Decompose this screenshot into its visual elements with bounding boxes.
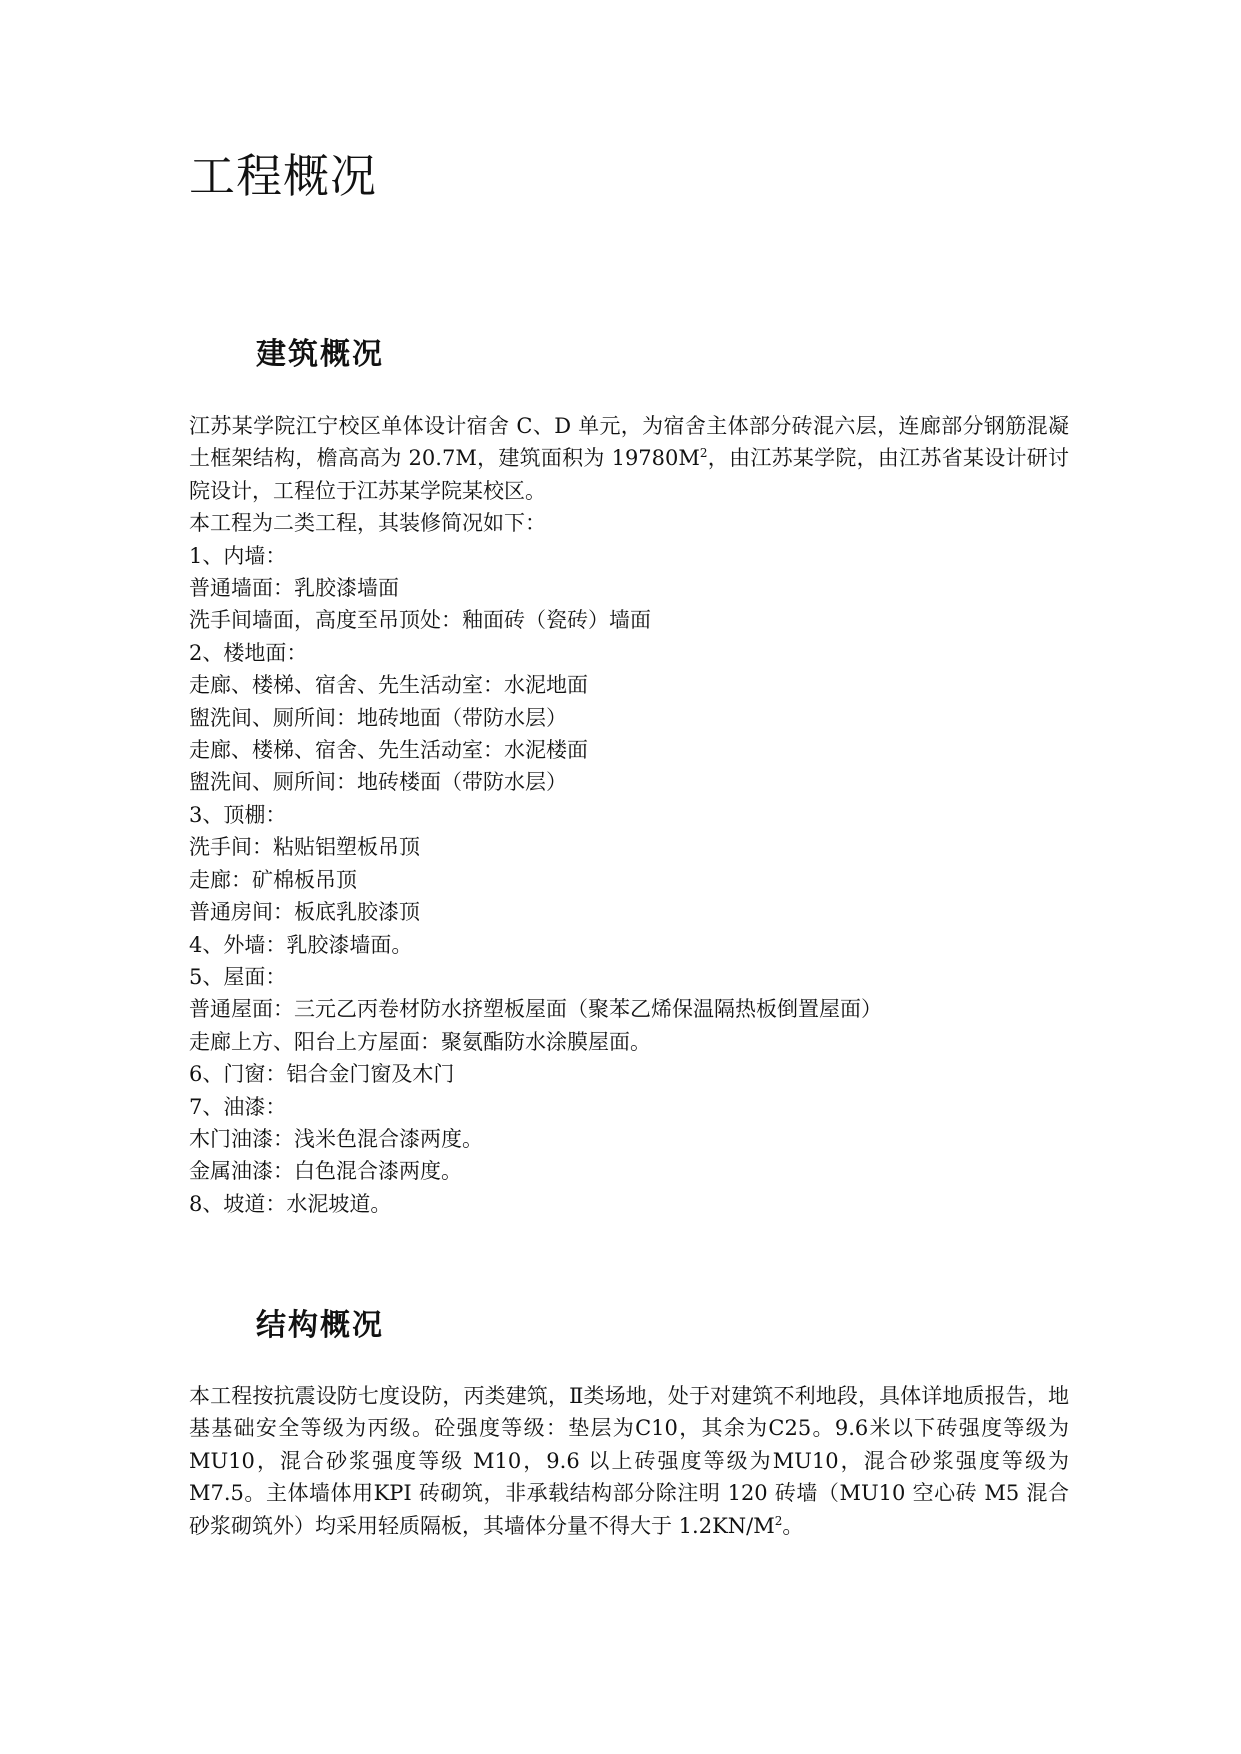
decoration-line: 走廊：矿棉板吊顶: [189, 867, 357, 892]
decoration-line: 普通房间：板底乳胶漆顶: [189, 900, 420, 925]
intro-text-end: ，由江苏某学院，由江苏省某设计研讨院设计，工程位于江苏某学院某校区。: [189, 446, 1070, 503]
decoration-line: 4、外墙：乳胶漆墙面。: [189, 932, 413, 957]
decoration-line: 7、油漆：: [189, 1094, 287, 1119]
decoration-line: 洗手间：粘贴铝塑板吊顶: [189, 835, 420, 860]
decoration-list: [189, 507, 1069, 1220]
decoration-line: 8、坡道：水泥坡道。: [189, 1191, 392, 1216]
area-superscript: 2: [699, 446, 708, 461]
architecture-section: [189, 410, 1069, 1220]
architecture-intro-paragraph: [189, 410, 1069, 507]
decoration-line: 6、门窗：铝合金门窗及木门: [189, 1062, 455, 1087]
page-title: 工程概况: [189, 149, 377, 203]
structure-paragraph: [189, 1380, 1069, 1542]
decoration-line: 盥洗间、厕所间：地砖地面（带防水层）: [189, 705, 567, 730]
structure-text-end: 。: [782, 1513, 804, 1538]
decoration-line: 木门油漆：浅米色混合漆两度。: [189, 1126, 483, 1151]
structure-text: 本工程按抗震设防七度设防，丙类建筑，Ⅱ类场地，处于对建筑不利地段，具体详地质报告，地基基础安全等级为丙级。砼强度等级：垫层为C10，其余为C25。9.6米以下砖强度等级为 MU10，混合砂浆强度等级 M10，9.6 以上砖强度等级为MU10，混合砂浆强度等级为M7.5。主体墙体用KPI 砖砌筑，非承载结构部分除注明 120 砖墙（MU10 空心砖 M5 混合砂浆砌筑外）均采用轻质隔板，其墙体分量不得大于 1.2KN/M: [189, 1384, 1069, 1538]
decoration-line: 1、内墙：: [189, 543, 287, 568]
decoration-line: 走廊、楼梯、宿舍、先生活动室：水泥地面: [189, 673, 588, 698]
intro-text: 江苏某学院江宁校区单体设计宿舍 C、D 单元，为宿舍主体部分砖混六层，连廊部分钢筋混凝土框架结构，檐高高为 20.7M，建筑面积为 19780M: [189, 414, 1069, 471]
decoration-line: 走廊上方、阳台上方屋面：聚氨酯防水涂膜屋面。: [189, 1029, 651, 1054]
structure-section: [189, 1380, 1069, 1542]
decoration-line: 走廊、楼梯、宿舍、先生活动室：水泥楼面: [189, 738, 588, 763]
load-superscript: 2: [774, 1513, 783, 1528]
decoration-line: 金属油漆：白色混合漆两度。: [189, 1159, 462, 1184]
decoration-line: 盥洗间、厕所间：地砖楼面（带防水层）: [189, 770, 567, 795]
decoration-line: 洗手间墙面，高度至吊顶处：釉面砖（瓷砖）墙面: [189, 608, 651, 633]
decoration-line: 5、屋面：: [189, 964, 287, 989]
decoration-line: 普通墙面：乳胶漆墙面: [189, 576, 399, 601]
decoration-line: 3、顶棚：: [189, 802, 287, 827]
architecture-heading: 建筑概况: [256, 337, 384, 372]
decoration-line: 本工程为二类工程，其装修简况如下：: [189, 511, 546, 536]
decoration-line: 2、楼地面：: [189, 640, 308, 665]
decoration-line: 普通屋面：三元乙丙卷材防水挤塑板屋面（聚苯乙烯保温隔热板倒置屋面）: [189, 997, 882, 1022]
structure-heading: 结构概况: [256, 1308, 384, 1343]
